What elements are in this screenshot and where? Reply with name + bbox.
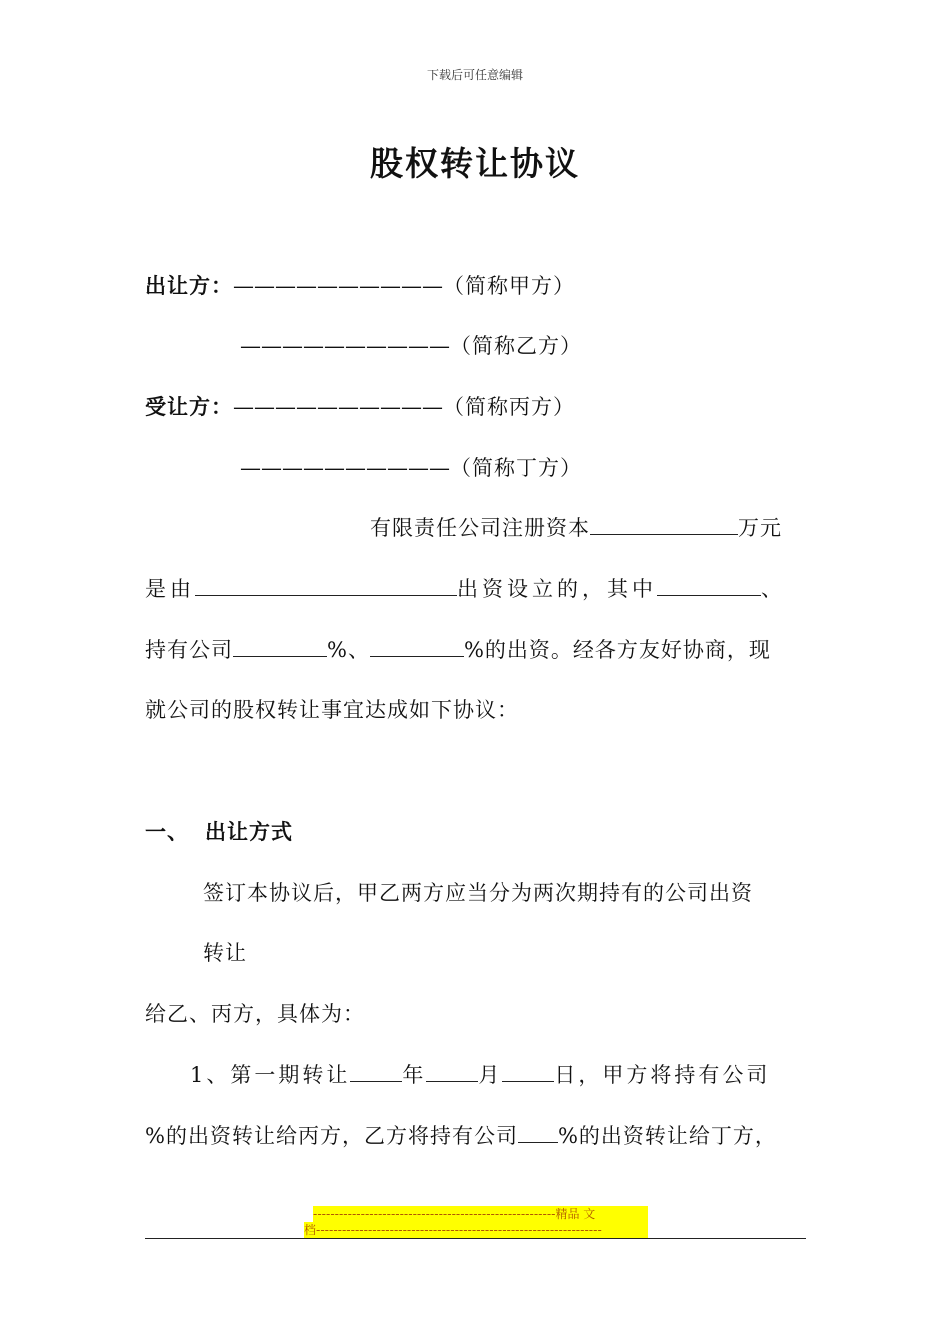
party-a-label: （简称甲方）	[443, 274, 575, 298]
footer-divider	[145, 1238, 806, 1239]
holder-blank	[657, 576, 761, 596]
item-text: %的出资转让给丁方，	[557, 1124, 777, 1148]
footer-watermark-line-1: --------------------------------------------------------精品 文	[313, 1206, 648, 1222]
party-c-label: （简称丙方）	[443, 395, 575, 419]
item-text: 年	[402, 1063, 427, 1087]
intro-text: 是由	[145, 577, 195, 601]
section-number: 一、	[145, 819, 189, 844]
section-1-heading	[145, 816, 293, 846]
intro-text: %、	[327, 638, 370, 662]
transferor-label: 出让方：	[145, 273, 233, 298]
intro-text: 出资设立的，其中	[457, 577, 657, 601]
founder-blank	[195, 576, 457, 596]
party-b-blank: ——————————	[240, 334, 450, 358]
percent-blank-3	[518, 1123, 558, 1143]
document-title: 股权转让协议	[370, 144, 580, 183]
party-row-d	[240, 452, 582, 482]
item-text: %的出资转让给丙方，乙方将持有公司	[145, 1124, 518, 1148]
section-1-p1: 签订本协议后，甲乙两方应当分为两次期持有的公司出资	[203, 881, 753, 905]
day-blank	[502, 1062, 554, 1082]
item-1-line-1	[190, 1059, 770, 1089]
section-heading-text: 出让方式	[205, 819, 293, 844]
party-d-label: （简称丁方）	[450, 456, 582, 480]
intro-line-1	[370, 512, 782, 542]
capital-blank	[590, 515, 738, 535]
year-blank	[350, 1062, 402, 1082]
party-row-a	[145, 270, 575, 300]
intro-text: 万元	[738, 516, 782, 540]
party-a-blank: ——————————	[233, 274, 443, 298]
header-note: 下载后可任意编辑	[426, 68, 523, 82]
intro-text: 有限责任公司注册资本	[370, 516, 590, 540]
section-1-p2: 转让	[203, 941, 247, 965]
party-d-blank: ——————————	[240, 456, 450, 480]
transferee-label: 受让方：	[145, 394, 233, 419]
item-text: 日，甲方将持有公司	[554, 1063, 771, 1087]
party-c-blank: ——————————	[233, 395, 443, 419]
item-1-line-2	[145, 1120, 777, 1150]
item-text: 月	[478, 1063, 503, 1087]
percent-blank-1	[233, 637, 327, 657]
month-blank	[426, 1062, 478, 1082]
intro-text: 持有公司	[145, 638, 233, 662]
footer-watermark-line-2: 档------------------------------------------------------------------	[304, 1222, 648, 1238]
party-b-label: （简称乙方）	[450, 334, 582, 358]
intro-line-3	[145, 634, 771, 664]
percent-blank-2	[370, 637, 464, 657]
item-text: 1、第一期转让	[190, 1063, 351, 1087]
party-row-c	[145, 391, 575, 421]
party-row-b	[240, 330, 582, 360]
intro-text: 、	[761, 577, 786, 601]
intro-text: %的出资。经各方友好协商，现	[463, 638, 771, 662]
intro-line-2	[145, 573, 786, 603]
intro-line-4: 就公司的股权转让事宜达成如下协议：	[145, 698, 519, 722]
section-1-p3: 给乙、丙方，具体为：	[145, 1002, 365, 1026]
